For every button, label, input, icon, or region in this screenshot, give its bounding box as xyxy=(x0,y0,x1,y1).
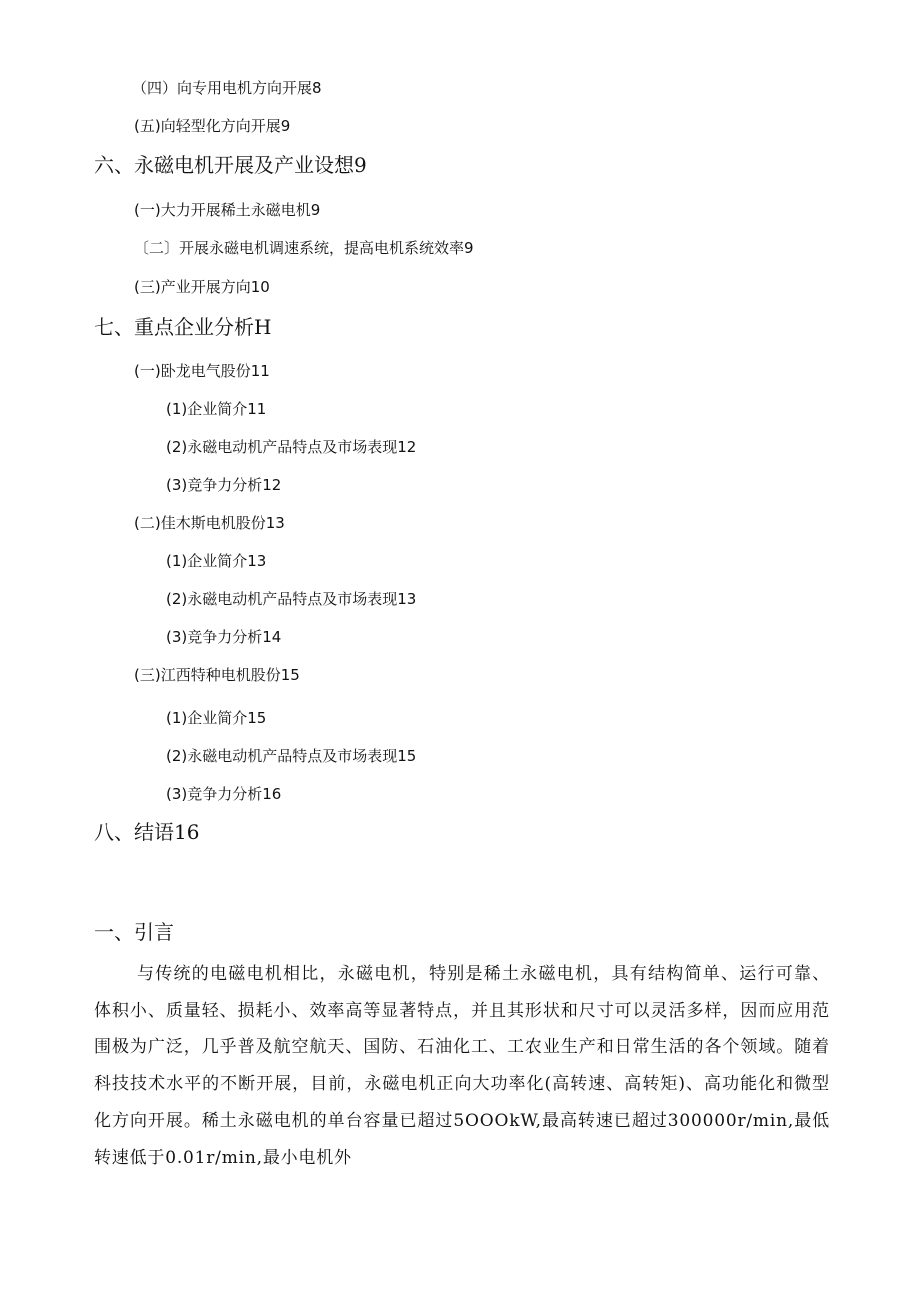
toc-entry[interactable]: (五)向轻型化方向开展9 xyxy=(134,117,291,135)
toc-subentry[interactable]: (3)竞争力分析16 xyxy=(166,785,282,803)
toc-chapter[interactable]: 六、永磁电机开展及产业设想9 xyxy=(94,153,367,177)
toc-entry[interactable]: (一)卧龙电气股份11 xyxy=(134,362,270,380)
toc-subentry[interactable]: (2)永磁电动机产品特点及市场表现15 xyxy=(166,747,417,765)
section-title: 一、引言 xyxy=(94,920,174,944)
toc-subentry[interactable]: (2)永磁电动机产品特点及市场表现12 xyxy=(166,438,417,456)
toc-subentry[interactable]: (1)企业简介13 xyxy=(166,552,267,570)
toc-entry[interactable]: （四）向专用电机方向开展8 xyxy=(132,79,322,97)
toc-entry[interactable]: (一)大力开展稀土永磁电机9 xyxy=(134,201,321,219)
toc-chapter[interactable]: 七、重点企业分析H xyxy=(94,315,272,339)
toc-subentry[interactable]: (2)永磁电动机产品特点及市场表现13 xyxy=(166,590,417,608)
toc-chapter[interactable]: 八、结语16 xyxy=(94,820,200,844)
toc-subentry[interactable]: (1)企业简介11 xyxy=(166,400,267,418)
toc-subentry[interactable]: (3)竞争力分析14 xyxy=(166,628,282,646)
toc-entry[interactable]: (二)佳木斯电机股份13 xyxy=(134,514,285,532)
toc-entry[interactable]: (三)产业开展方向10 xyxy=(134,278,270,296)
body-paragraph: 与传统的电磁电机相比，永磁电机，特别是稀土永磁电机，具有结构简单、运行可靠、体积小、质量轻、损耗小、效率高等显著特点，并且其形状和尺寸可以灵活多样，因而应用范围极为广泛，几乎普及航空航天、国防、石油化工、工农业生产和日常生活的各个领域。随着科技技术水平的不断开展，目前，永磁电机正向大功率化(高转速、高转矩)、高功能化和微型化方向开展。稀土永磁电机的单台容量已超过5OOOkW,最高转速已超过300000r∕min,最低转速低于0.01r∕min,最小电机外 xyxy=(94,964,830,1168)
toc-subentry[interactable]: (3)竞争力分析12 xyxy=(166,476,282,494)
toc-entry[interactable]: 〔二〕开展永磁电机调速系统，提高电机系统效率9 xyxy=(134,239,474,257)
toc-subentry[interactable]: (1)企业简介15 xyxy=(166,709,267,727)
toc-entry[interactable]: (三)江西特种电机股份15 xyxy=(134,666,300,684)
